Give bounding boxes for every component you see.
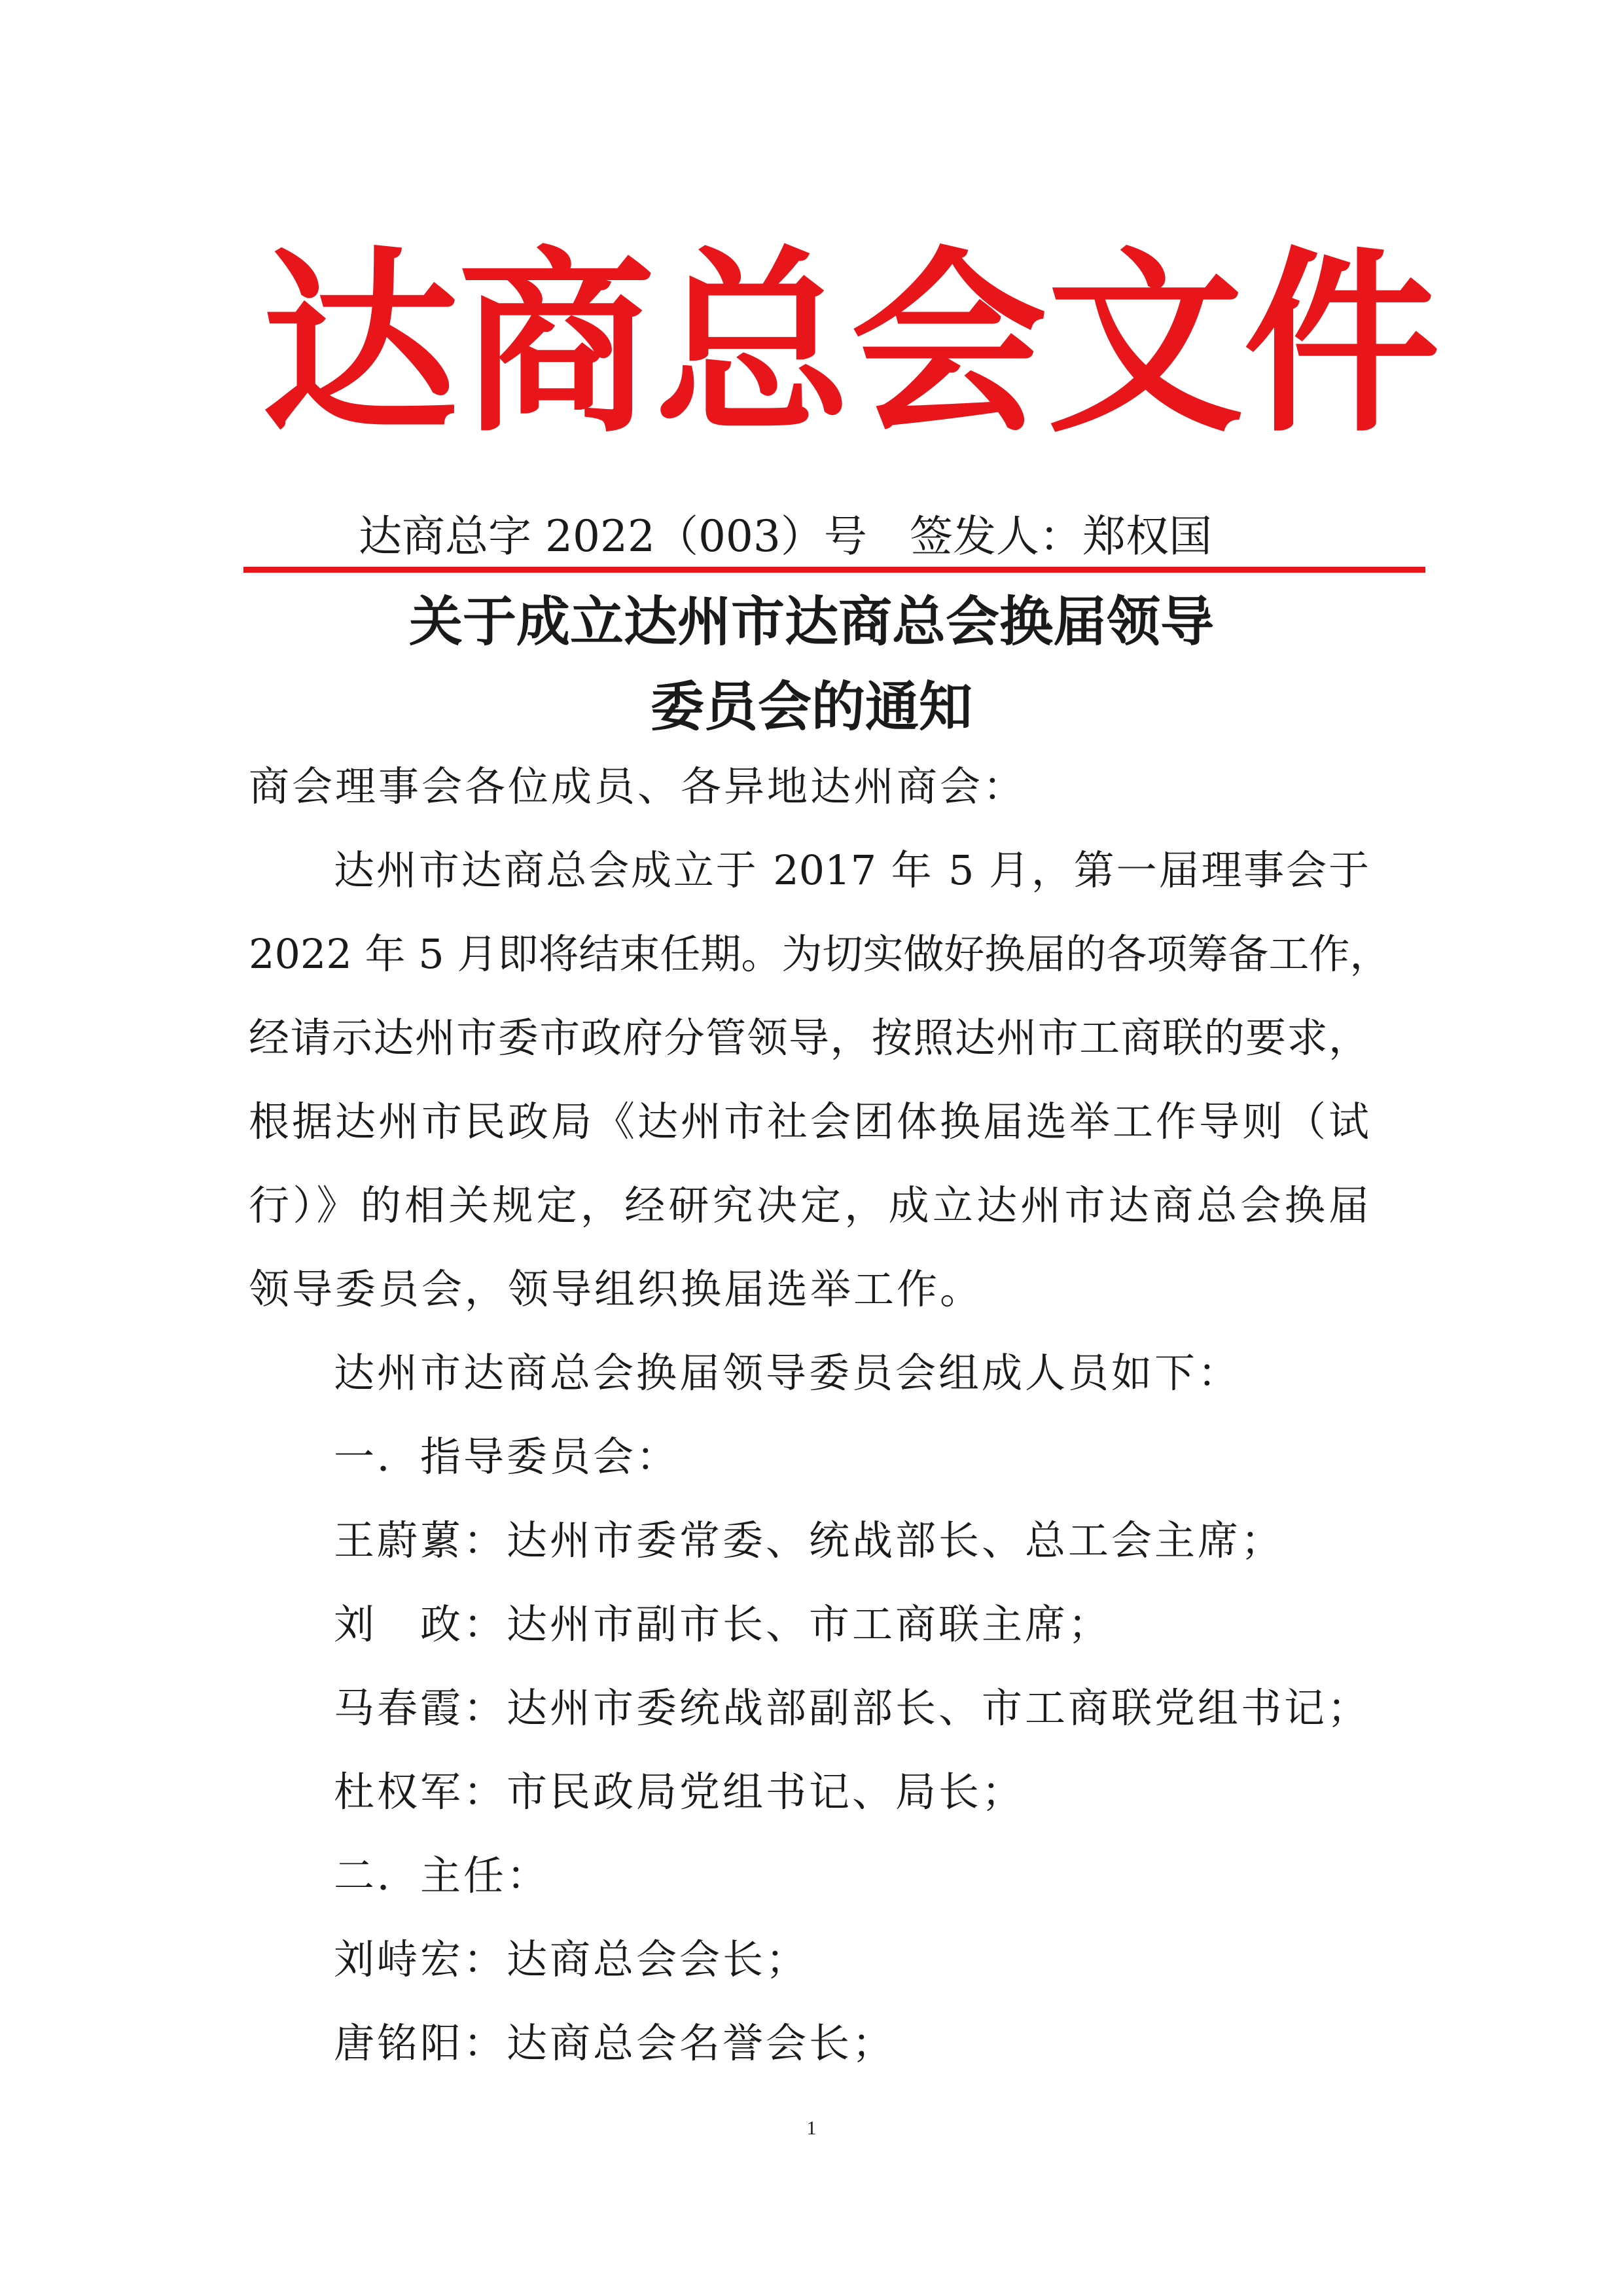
section-heading: 一．指导委员会： [334,1433,680,1480]
paragraph-line: 2022 年 5 月即将结束任期。为切实做好换届的各项筹备工作， [249,930,1391,978]
masthead-char: 达 [262,228,458,459]
paragraph-line: 领导委员会，领导组织换届选举工作。 [249,1265,984,1313]
masthead-char: 商 [458,228,654,459]
masthead-title [262,228,1440,459]
red-separator-rule [243,567,1425,573]
member-line: 刘峙宏：达商总会会长； [334,1935,810,1983]
notice-title-line-1: 关于成立达州市达商总会换届领导 [408,590,1214,653]
member-line: 王蔚蔂：达州市委常委、统战部长、总工会主席； [334,1516,1285,1564]
masthead-char: 会 [851,228,1047,459]
masthead-char: 总 [654,228,851,459]
member-line: 马春霞：达州市委统战部副部长、市工商联党组书记； [334,1684,1371,1732]
paragraph-line: 行）》的相关规定，经研究决定，成立达州市达商总会换届 [249,1181,1369,1229]
paragraph-line: 经请示达州市委市政府分管领导，按照达州市工商联的要求， [249,1014,1369,1062]
masthead-char: 文 [1047,228,1243,459]
members-intro: 达州市达商总会换届领导委员会组成人员如下： [334,1349,1241,1397]
paragraph-line: 根据达州市民政局《达州市社会团体换届选举工作导则（试 [249,1098,1369,1145]
document-number: 达商总字 2022（003）号 [359,511,867,562]
section-heading: 二．主任： [334,1852,550,1899]
member-line: 唐铭阳：达商总会名誉会长； [334,2019,896,2067]
page-number: 1 [806,2117,817,2139]
member-line: 杜权军：市民政局党组书记、局长； [334,1768,1026,1816]
masthead-char: 件 [1243,228,1440,459]
issuer-line: 签发人：郑权国 [910,511,1212,562]
member-line: 刘 政：达州市副市长、市工商联主席； [334,1600,1112,1648]
salutation: 商会理事会各位成员、各异地达州商会： [249,762,1027,810]
notice-title-line-2: 委员会的通知 [650,675,972,738]
paragraph-line: 达州市达商总会成立于 2017 年 5 月，第一届理事会于 [334,846,1369,894]
